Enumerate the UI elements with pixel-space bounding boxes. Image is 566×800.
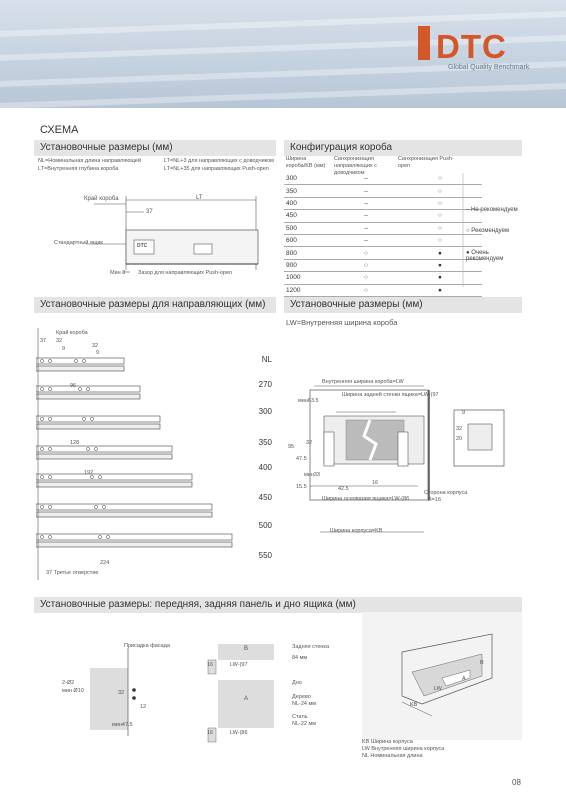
- rail-pair: [36, 446, 172, 459]
- box-section-diagram: [286, 376, 526, 546]
- install-dims-title: Установочные размеры (мм): [34, 140, 276, 156]
- panel-A: A: [244, 696, 249, 702]
- lt-note: LT=Внутренняя глубина короба: [38, 166, 119, 172]
- wood-label: Дерево: [292, 694, 311, 700]
- rail-d128: 128: [70, 440, 80, 446]
- panel-parts: [204, 640, 294, 744]
- box-dims-title: Установочные размеры (мм): [284, 297, 522, 313]
- config-table: [284, 173, 482, 297]
- page-number: 08: [512, 778, 521, 787]
- rail-d96: 96: [70, 383, 77, 389]
- facade-d32: 32: [118, 690, 125, 696]
- box-kb: Ширина корпуса=KB: [330, 528, 383, 534]
- box-d63: мин63.5: [298, 398, 319, 404]
- box-d20: 20: [456, 436, 463, 442]
- legend-nl: NL Номинальная длина: [362, 753, 423, 759]
- min10-label: мин Ø10: [62, 688, 84, 694]
- panel-dims-title: Установочные размеры: передняя, задняя панель и дно ящика (мм): [34, 597, 522, 613]
- table-row: 800 ○ ●: [284, 247, 482, 259]
- rail-d9: 9: [62, 346, 66, 352]
- rail-pair: [36, 358, 124, 371]
- install-diagram: [34, 190, 280, 282]
- rail-d32b: 32: [92, 343, 99, 349]
- table-row: 1200 ○ ●: [284, 284, 482, 296]
- gap-text: Зазор для направляющих Push-open: [138, 270, 233, 276]
- panel-lw86: LW-(86: [230, 730, 248, 736]
- box-d155: 15.5: [296, 484, 307, 490]
- rail-pair: [36, 416, 160, 429]
- config-divider: [462, 173, 464, 287]
- rail-pair: [36, 534, 232, 547]
- box-d9: 9: [462, 410, 466, 416]
- table-row: 450 – ○: [284, 210, 482, 222]
- page-title: СХЕМА: [40, 124, 79, 136]
- table-row: 600 – ○: [284, 234, 482, 246]
- legend-not-recommended: – Не рекомендуем: [466, 207, 518, 213]
- nl-header: NL: [261, 355, 272, 364]
- table-row: 400 – ○: [284, 197, 482, 209]
- steel-label: Сталь: [292, 714, 308, 720]
- rail-diagram: [36, 326, 246, 582]
- panel-lw97: LW-(97: [230, 662, 248, 668]
- table-row: 900 ○ ●: [284, 259, 482, 271]
- rail-pair: [36, 504, 212, 517]
- box-rear: Ширина задней стенки ящика=LW-(97: [342, 392, 439, 398]
- iso-kb: KB: [410, 702, 418, 708]
- rail-pair: [36, 474, 192, 487]
- box-d32: 32: [306, 440, 313, 446]
- box-d32b: 32: [456, 426, 463, 432]
- config-col3: Синхронизация Push-open: [398, 156, 454, 169]
- facade-label: Присадка фасада: [124, 643, 170, 649]
- rail-d32: 32: [56, 338, 63, 344]
- panel-16b: 16: [207, 730, 214, 736]
- rail-d224: 224: [100, 560, 110, 566]
- nl-550: 550: [258, 551, 272, 560]
- facade-min475: мин47.5: [112, 722, 133, 728]
- rail-d192: 192: [84, 470, 94, 476]
- box-side2: B=16: [428, 497, 441, 503]
- nl-note: NL=Номинальная длина направляющей: [38, 158, 141, 164]
- nl-450: 450: [258, 493, 272, 502]
- box-d47: 47.5: [296, 456, 307, 462]
- bottom-label: Дно: [292, 680, 302, 686]
- facade-d12: 12: [140, 704, 147, 710]
- rail-d37: 37: [40, 338, 47, 344]
- box-bottom: Ширина основания ящика=LW-(86: [322, 496, 410, 502]
- lt-label: LT: [196, 195, 203, 201]
- nl-300: 300: [258, 407, 272, 416]
- legend-kb: KB Ширина корпуса: [362, 739, 413, 745]
- lt-nl3-note: LT=NL+3 для направляющих с доводчиком: [164, 158, 274, 164]
- brand-tagline: Global Quality Benchmark: [448, 64, 530, 71]
- nl-270: 270: [258, 380, 272, 389]
- rail-third-hole: 37 Третье отверстие: [46, 570, 99, 576]
- iso-A: A: [462, 676, 466, 682]
- legend-highly-recommended: ● Очень рекомендуем: [466, 250, 504, 262]
- brand-logo: DTC: [436, 28, 507, 65]
- table-row: 300 – ○: [284, 173, 482, 185]
- rear-wall: Задняя стенка: [292, 644, 330, 650]
- rail-edge: Край короба: [56, 330, 88, 336]
- dim-37: 37: [146, 209, 153, 215]
- config-col2: Синхронизация направляющих с доводчиком: [334, 156, 377, 176]
- panel-B: B: [244, 646, 249, 652]
- table-row: 500 – ○: [284, 222, 482, 234]
- box-side: Сторона корпуса: [424, 490, 468, 496]
- box-d95: 95: [288, 444, 295, 450]
- lt-nl35-note: LT=NL+35 для направляющих Push-open: [164, 166, 269, 172]
- iso-lw: LW: [434, 686, 442, 692]
- box-min33: мин33: [304, 472, 321, 478]
- wood-val: NL-24 мм: [292, 701, 317, 707]
- std-hook-label: Стандартный ящик: [54, 240, 103, 246]
- table-row: 350 – ○: [284, 185, 482, 197]
- edge-label: Край короба: [84, 196, 119, 202]
- steel-val: NL-22 мм: [292, 721, 317, 727]
- rail-d9b: 9: [96, 350, 100, 356]
- rear-wall-val: 84 мм: [292, 655, 308, 661]
- panel-16a: 16: [207, 662, 214, 668]
- rail-pair: [36, 386, 140, 399]
- nl-500: 500: [258, 521, 272, 530]
- rail-dims-title: Установочные размеры для направляющих (мм): [34, 297, 276, 313]
- box-d16: 16: [372, 480, 379, 486]
- iso-drawer: [362, 612, 522, 740]
- table-row: 1000 ○ ●: [284, 272, 482, 284]
- nl-400: 400: [258, 463, 272, 472]
- iso-B: B: [480, 660, 484, 666]
- config-title: Конфигурация короба: [284, 140, 522, 156]
- config-col1: Ширина короба/KB (мм): [286, 156, 326, 169]
- legend-recommended: ○ Рекомендуем: [466, 228, 510, 234]
- box-lw: Внутренняя ширина короба=LW: [322, 379, 404, 385]
- gap-label: Мин 3: [110, 270, 126, 276]
- box-dims-subtitle: LW=Внутренняя ширина короба: [286, 318, 398, 327]
- box-d425: 42.5: [338, 486, 349, 492]
- nl-350: 350: [258, 438, 272, 447]
- holes-label: 2-Ø2: [62, 680, 75, 686]
- legend-lw: LW Внутренняя ширина корпуса: [362, 746, 445, 752]
- drawer-logo: DTC: [137, 243, 148, 249]
